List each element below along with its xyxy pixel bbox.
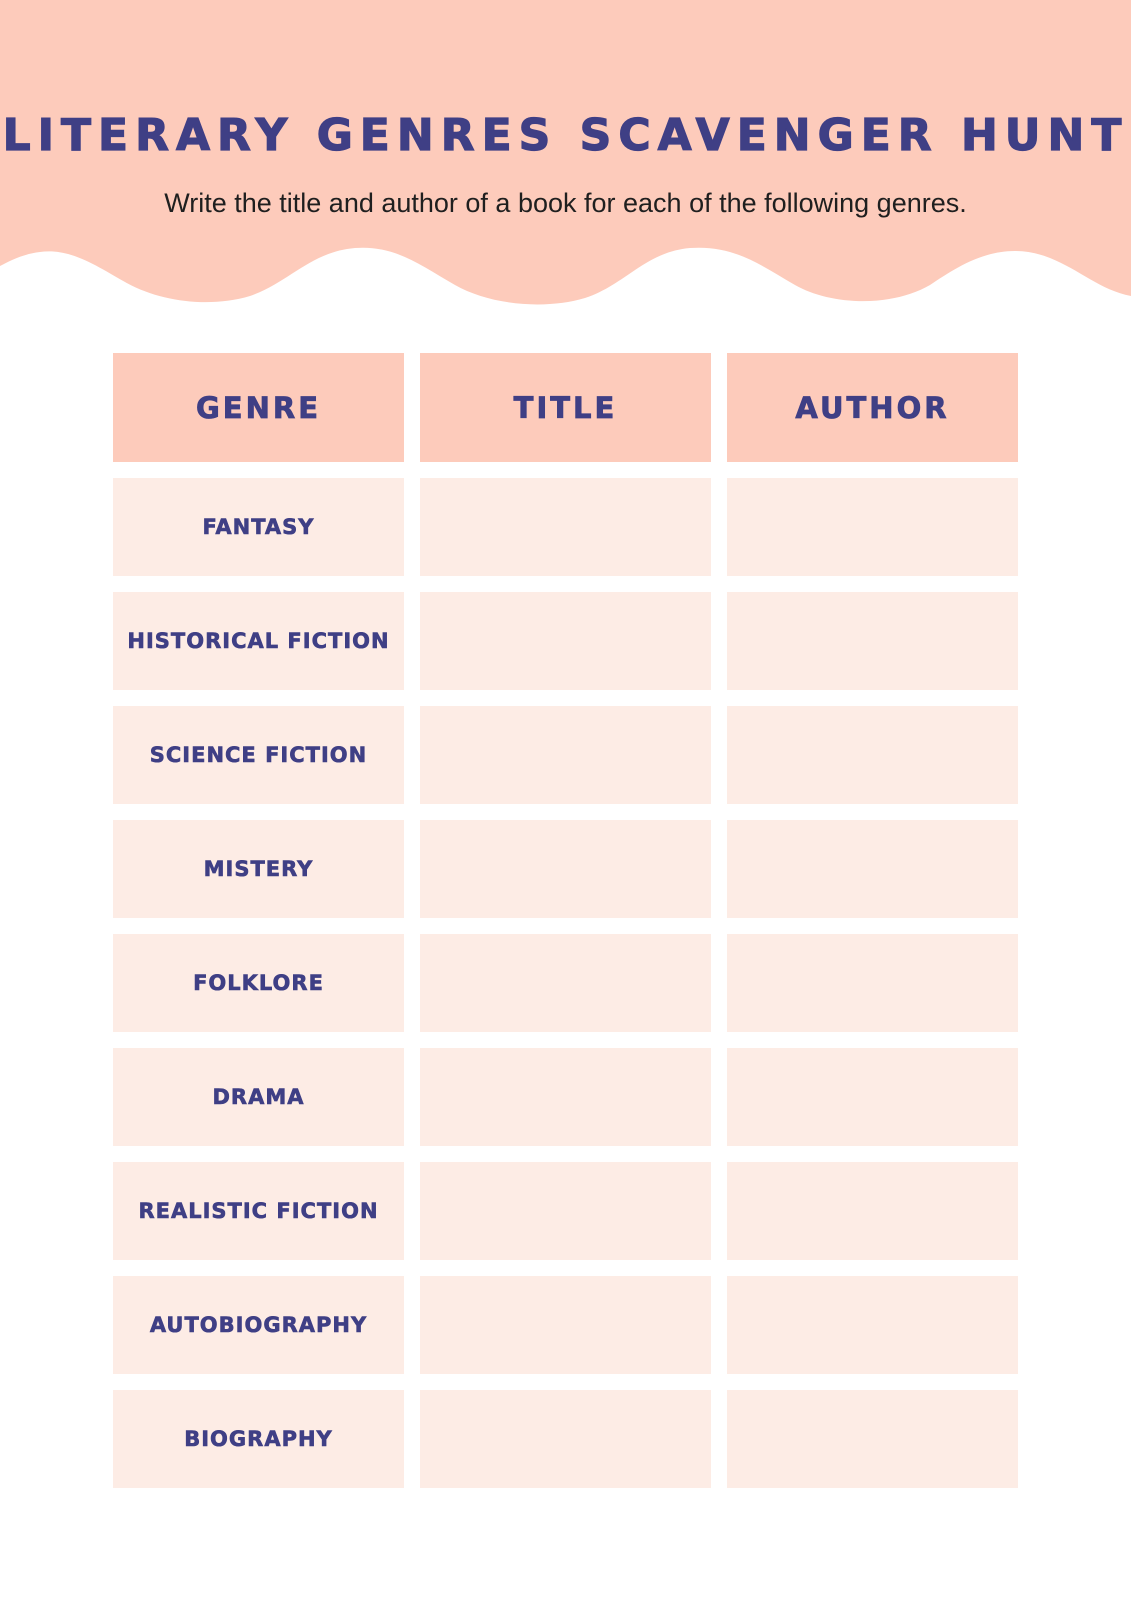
author-entry-cell[interactable]: [727, 820, 1018, 918]
genre-cell: FOLKLORE: [113, 934, 404, 1032]
genre-cell: BIOGRAPHY: [113, 1390, 404, 1488]
title-entry-cell[interactable]: [420, 592, 711, 690]
genre-cell: FANTASY: [113, 478, 404, 576]
author-entry-cell[interactable]: [727, 1276, 1018, 1374]
author-entry-cell[interactable]: [727, 706, 1018, 804]
author-entry-cell[interactable]: [727, 592, 1018, 690]
page-title: LITERARY GENRES SCAVENGER HUNT: [2, 110, 1129, 161]
title-entry-cell[interactable]: [420, 820, 711, 918]
column-header-title: TITLE: [420, 353, 711, 462]
genre-cell: DRAMA: [113, 1048, 404, 1146]
genre-cell: HISTORICAL FICTION: [113, 592, 404, 690]
title-entry-cell[interactable]: [420, 478, 711, 576]
title-entry-cell[interactable]: [420, 1048, 711, 1146]
author-entry-cell[interactable]: [727, 1390, 1018, 1488]
title-entry-cell[interactable]: [420, 934, 711, 1032]
author-entry-cell[interactable]: [727, 478, 1018, 576]
genre-cell: REALISTIC FICTION: [113, 1162, 404, 1260]
title-entry-cell[interactable]: [420, 1162, 711, 1260]
author-entry-cell[interactable]: [727, 934, 1018, 1032]
title-entry-cell[interactable]: [420, 1276, 711, 1374]
genre-table: [113, 353, 1019, 1488]
genre-cell: AUTOBIOGRAPHY: [113, 1276, 404, 1374]
author-entry-cell[interactable]: [727, 1162, 1018, 1260]
genre-cell: SCIENCE FICTION: [113, 706, 404, 804]
column-header-genre: GENRE: [113, 353, 404, 462]
genre-cell: MISTERY: [113, 820, 404, 918]
page-instructions: Write the title and author of a book for each of the following genres.: [164, 188, 967, 218]
title-entry-cell[interactable]: [420, 1390, 711, 1488]
author-entry-cell[interactable]: [727, 1048, 1018, 1146]
title-entry-cell[interactable]: [420, 706, 711, 804]
column-header-author: AUTHOR: [727, 353, 1018, 462]
